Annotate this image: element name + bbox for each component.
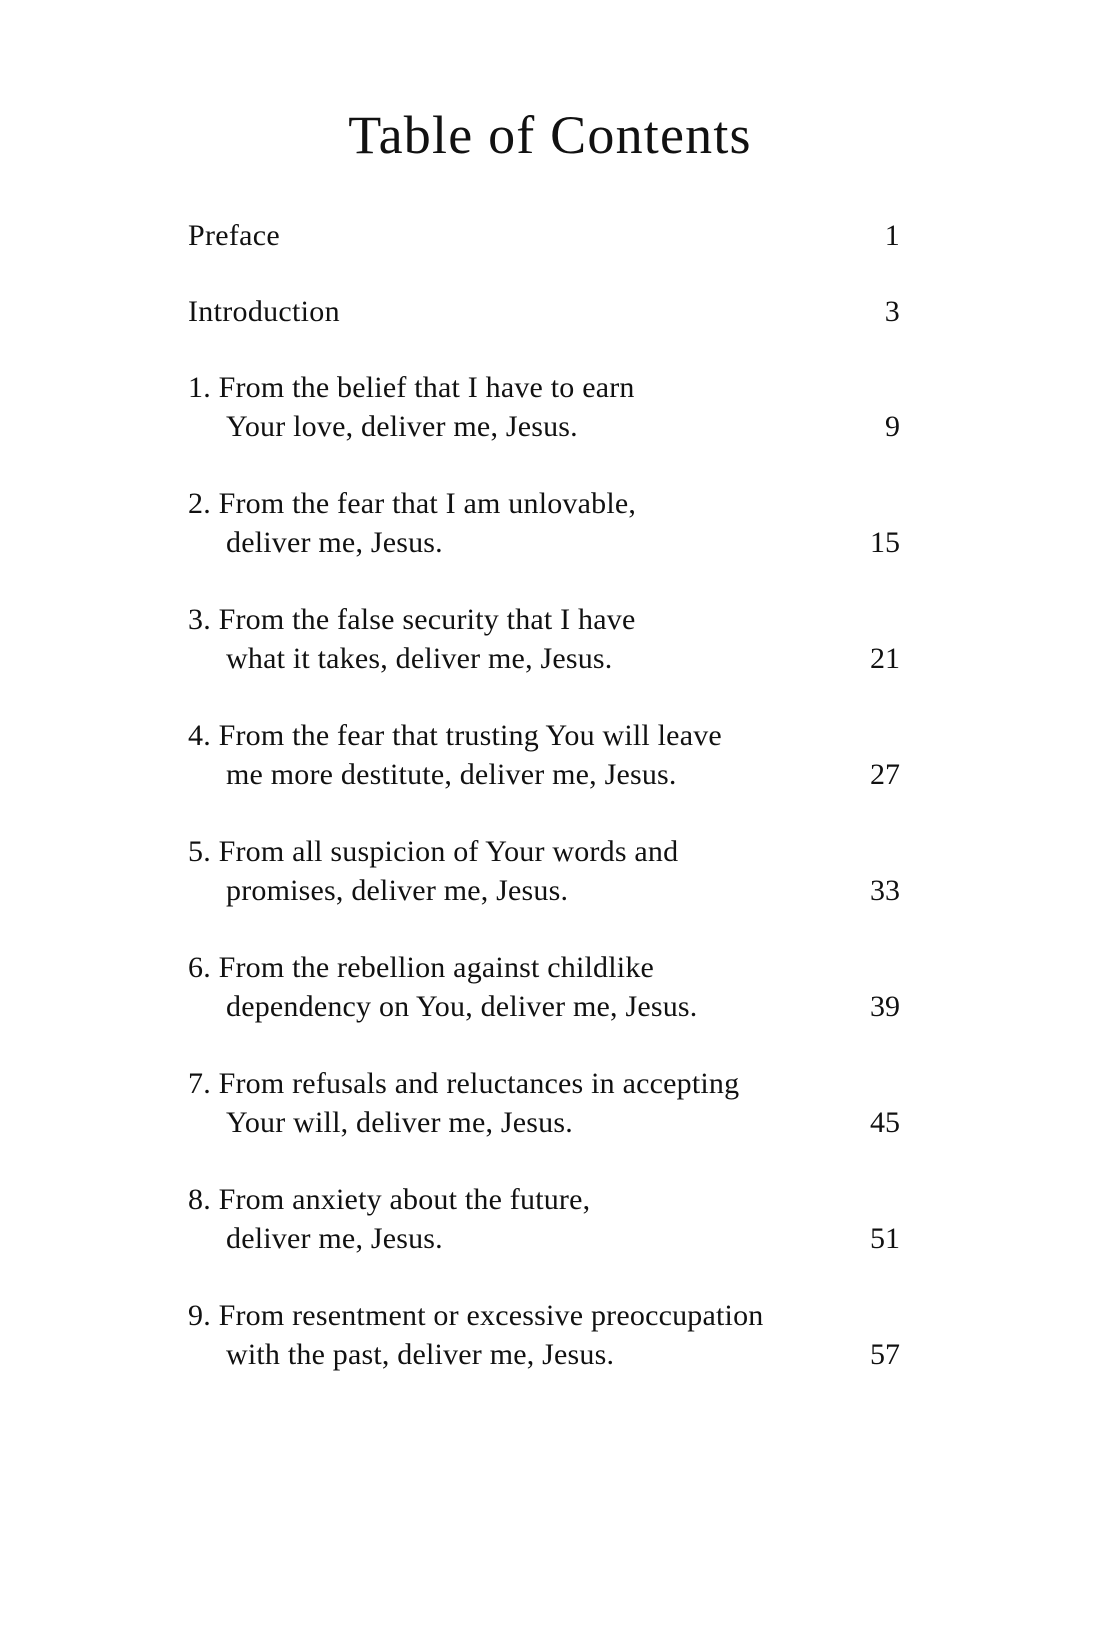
toc-entry-chapter-3[interactable] xyxy=(188,600,900,678)
toc-entry-chapter-6[interactable] xyxy=(188,948,900,1026)
toc-entry-label: Introduction xyxy=(188,295,340,328)
toc-entry-list xyxy=(188,216,900,1412)
toc-entry-chapter-8[interactable] xyxy=(188,1180,900,1258)
toc-entry-page-number: 33 xyxy=(870,874,900,907)
toc-entry-page-number: 15 xyxy=(870,526,900,559)
toc-entry-introduction[interactable] xyxy=(188,292,900,368)
toc-entry-preface[interactable] xyxy=(188,216,900,292)
toc-entry-chapter-4[interactable] xyxy=(188,716,900,794)
toc-entry-line-1: 8. From anxiety about the future, xyxy=(188,1183,591,1216)
toc-entry-line-1: 3. From the false security that I have xyxy=(188,603,636,636)
toc-entry-label xyxy=(188,600,828,678)
toc-entry-page-number: 27 xyxy=(870,758,900,791)
toc-entry-label xyxy=(188,1180,828,1258)
toc-entry-page-number: 3 xyxy=(884,295,900,328)
toc-entry-page-number: 1 xyxy=(884,219,900,252)
toc-entry-line-1: 5. From all suspicion of Your words and xyxy=(188,835,679,868)
toc-entry-line-2: deliver me, Jesus. xyxy=(226,526,443,559)
page-title: Table of Contents xyxy=(348,105,752,165)
toc-entry-page-number: 45 xyxy=(870,1106,900,1139)
toc-entry-label xyxy=(188,948,828,1026)
toc-entry-label xyxy=(188,1064,828,1142)
toc-entry-page-number: 39 xyxy=(870,990,900,1023)
toc-entry-page-number: 51 xyxy=(870,1222,900,1255)
toc-entry-line-1: 9. From resentment or excessive preoccupation xyxy=(188,1299,764,1332)
toc-entry-page-number: 21 xyxy=(870,642,900,675)
toc-entry-chapter-9[interactable] xyxy=(188,1296,900,1374)
toc-entry-line-2: dependency on You, deliver me, Jesus. xyxy=(226,990,698,1023)
toc-entry-line-2: Your will, deliver me, Jesus. xyxy=(226,1106,573,1139)
toc-entry-label xyxy=(188,1296,828,1374)
toc-entry-page-number: 57 xyxy=(870,1338,900,1371)
toc-entry-line-1: 1. From the belief that I have to earn xyxy=(188,371,635,404)
toc-entry-chapter-7[interactable] xyxy=(188,1064,900,1142)
toc-entry-line-2: what it takes, deliver me, Jesus. xyxy=(226,642,613,675)
toc-entry-chapter-1[interactable] xyxy=(188,368,900,446)
toc-entry-line-1: 6. From the rebellion against childlike xyxy=(188,951,655,984)
toc-entry-label xyxy=(188,484,828,562)
toc-entry-page-number: 9 xyxy=(885,410,900,443)
toc-entry-label xyxy=(188,832,828,910)
toc-entry-line-2: promises, deliver me, Jesus. xyxy=(226,874,569,907)
toc-entry-line-2: with the past, deliver me, Jesus. xyxy=(226,1338,615,1371)
toc-entry-label xyxy=(188,716,828,794)
toc-entry-line-1: 4. From the fear that trusting You will leave xyxy=(188,719,722,752)
toc-entry-line-1: 2. From the fear that I am unlovable, xyxy=(188,487,637,520)
toc-entry-line-2: me more destitute, deliver me, Jesus. xyxy=(226,758,677,791)
toc-entry-label xyxy=(188,368,828,446)
toc-entry-line-2: deliver me, Jesus. xyxy=(226,1222,443,1255)
toc-entry-line-2: Your love, deliver me, Jesus. xyxy=(226,410,578,443)
toc-entry-line-1: 7. From refusals and reluctances in accepting xyxy=(188,1067,740,1100)
toc-entry-chapter-2[interactable] xyxy=(188,484,900,562)
toc-entry-label: Preface xyxy=(188,219,281,252)
toc-entry-chapter-5[interactable] xyxy=(188,832,900,910)
